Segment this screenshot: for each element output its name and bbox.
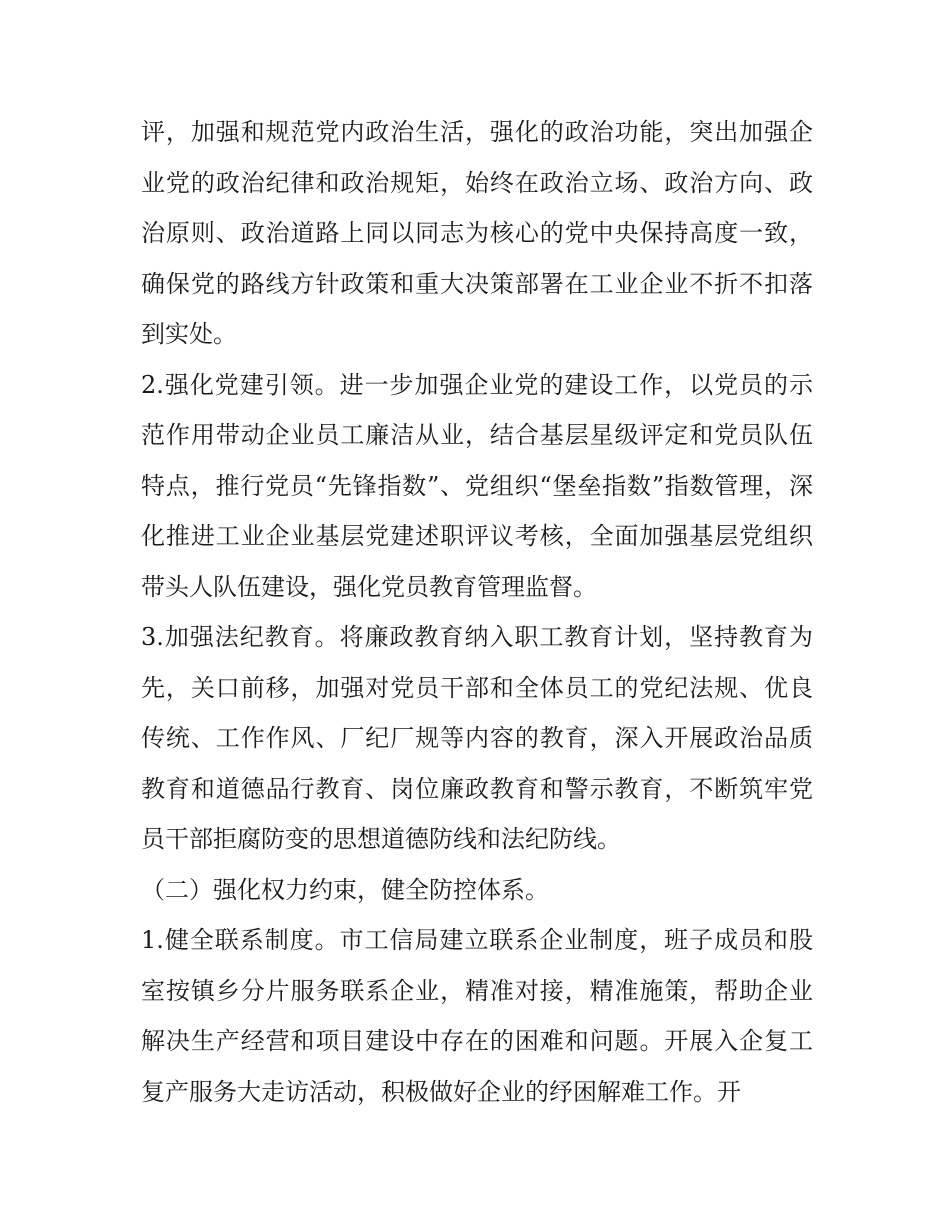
text-line: 3.加强法纪教育。将廉政教育纳入职工教育计划，坚持教育为 — [141, 623, 813, 651]
text-line: 复产服务大走访活动，积极做好企业的纾困解难工作。开 — [141, 1077, 741, 1106]
text-line: 到实处。 — [141, 320, 237, 348]
text-line: 员干部拒腐防变的思想道德防线和法纪防线。 — [141, 825, 621, 853]
text-line: 2.强化党建引领。进一步加强企业党的建设工作，以党员的示 — [141, 370, 813, 399]
text-line: 先，关口前移，加强对党员干部和全体员工的党纪法规、优良 — [141, 673, 813, 702]
text-line: 带头人队伍建设，强化党员教育管理监督。 — [141, 572, 597, 601]
text-line: 教育和道德品行教育、岗位廉政教育和警示教育，不断筑牢党 — [141, 774, 813, 803]
text-line: 治原则、政治道路上同以同志为核心的党中央保持高度一致， — [141, 219, 813, 247]
text-line: 确保党的路线方针政策和重大决策部署在工业企业不折不扣落 — [141, 269, 813, 298]
text-line: 特点，推行党员“先锋指数”、党组织“堡垒指数”指数管理，深 — [141, 471, 813, 500]
text-line: 化推进工业企业基层党建述职评议考核，全面加强基层党组织 — [141, 522, 813, 550]
text-line: 业党的政治纪律和政治规矩，始终在政治立场、政治方向、政 — [141, 168, 813, 197]
text-line: 1.健全联系制度。市工信局建立联系企业制度，班子成员和股 — [141, 926, 813, 954]
text-line: 解决生产经营和项目建设中存在的困难和问题。开展入企复工 — [141, 1027, 813, 1055]
text-line: 评，加强和规范党内政治生活，强化的政治功能，突出加强企 — [141, 118, 813, 146]
text-line: 传统、工作作风、厂纪厂规等内容的教育，深入开展政治品质 — [141, 724, 813, 752]
body-text — [141, 107, 813, 1117]
text-line: 范作用带动企业员工廉洁从业，结合基层星级评定和党员队伍 — [141, 421, 813, 449]
section-heading: （二）强化权力约束，健全防控体系。 — [141, 875, 549, 904]
text-line: 室按镇乡分片服务联系企业，精准对接，精准施策，帮助企业 — [141, 976, 813, 1005]
